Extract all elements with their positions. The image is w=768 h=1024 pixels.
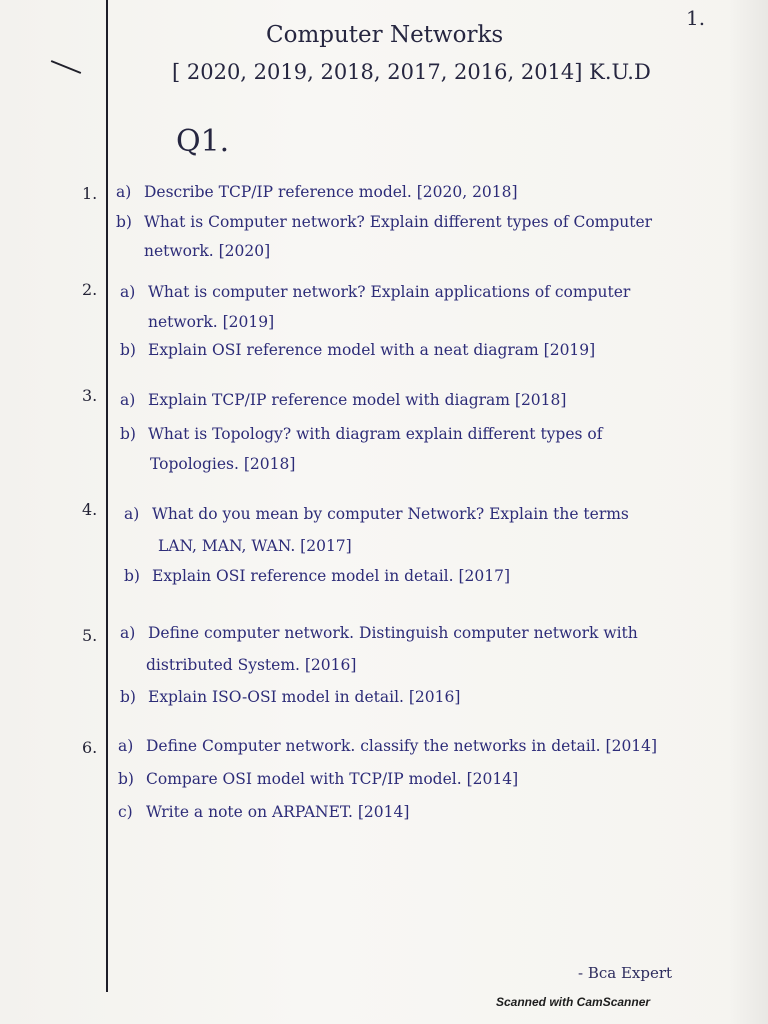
question-line [120,341,595,359]
question-text: What is computer network? Explain applications of computer [148,283,631,301]
question-number: 2. [82,280,98,299]
sub-label: b) [120,341,136,359]
question-line [118,770,518,788]
question-text: Explain OSI reference model in detail. [2017] [152,567,511,585]
page-edge-shadow [728,0,768,1024]
question-line [144,242,270,260]
question-line [120,624,638,642]
question-text: Write a note on ARPANET. [2014] [146,803,410,821]
question-line [120,425,602,443]
question-text: network. [2019] [148,313,275,331]
question-line [118,803,409,821]
sub-label: a) [120,283,136,301]
question-line [120,283,630,301]
question-line [158,537,352,555]
pen-stroke-mark [51,60,81,74]
sub-label: b) [120,688,136,706]
question-number: 5. [82,626,98,645]
question-text: LAN, MAN, WAN. [2017] [158,537,352,555]
sub-label: a) [116,183,132,201]
sub-label: a) [120,624,136,642]
signature: - Bca Expert [578,964,673,982]
page-number: 1. [686,6,706,30]
question-line [146,656,356,674]
question-text: Explain TCP/IP reference model with diagram [2018] [148,391,567,409]
question-line [150,455,295,473]
question-number: 4. [82,500,98,519]
question-text: Describe TCP/IP reference model. [2020, 2018] [144,183,518,201]
question-text: distributed System. [2016] [146,656,357,674]
question-line [120,391,566,409]
sub-label: b) [120,425,136,443]
question-text: Define Computer network. classify the networks in detail. [2014] [146,737,658,755]
sub-label: a) [120,391,136,409]
sub-label: a) [118,737,134,755]
years-line: [ 2020, 2019, 2018, 2017, 2016, 2014] K.U.D [172,60,651,84]
sub-label: c) [118,803,133,821]
scanner-watermark: Scanned with CamScanner [496,995,651,1009]
question-text: Explain OSI reference model with a neat diagram [2019] [148,341,596,359]
question-number: 6. [82,738,98,757]
question-line [120,688,460,706]
question-number: 3. [82,386,98,405]
sub-label: b) [118,770,134,788]
question-line [124,505,629,523]
question-text: What is Computer network? Explain different types of Computer [144,213,653,231]
question-number: 1. [82,184,98,203]
margin-line [106,0,108,992]
sub-label: a) [124,505,140,523]
question-line [116,183,518,201]
question-line [124,567,510,585]
question-line [116,213,652,231]
question-text: Define computer network. Distinguish computer network with [148,624,638,642]
question-text: Compare OSI model with TCP/IP model. [2014] [146,770,519,788]
question-text: What do you mean by computer Network? Explain the terms [152,505,629,523]
page-title: Computer Networks [266,22,504,48]
question-line [118,737,657,755]
question-line [148,313,274,331]
section-heading: Q1. [176,124,230,159]
question-text: Topologies. [2018] [150,455,296,473]
question-text: What is Topology? with diagram explain different types of [148,425,603,443]
sub-label: b) [124,567,140,585]
question-text: Explain ISO-OSI model in detail. [2016] [148,688,461,706]
sub-label: b) [116,213,132,231]
question-text: network. [2020] [144,242,271,260]
